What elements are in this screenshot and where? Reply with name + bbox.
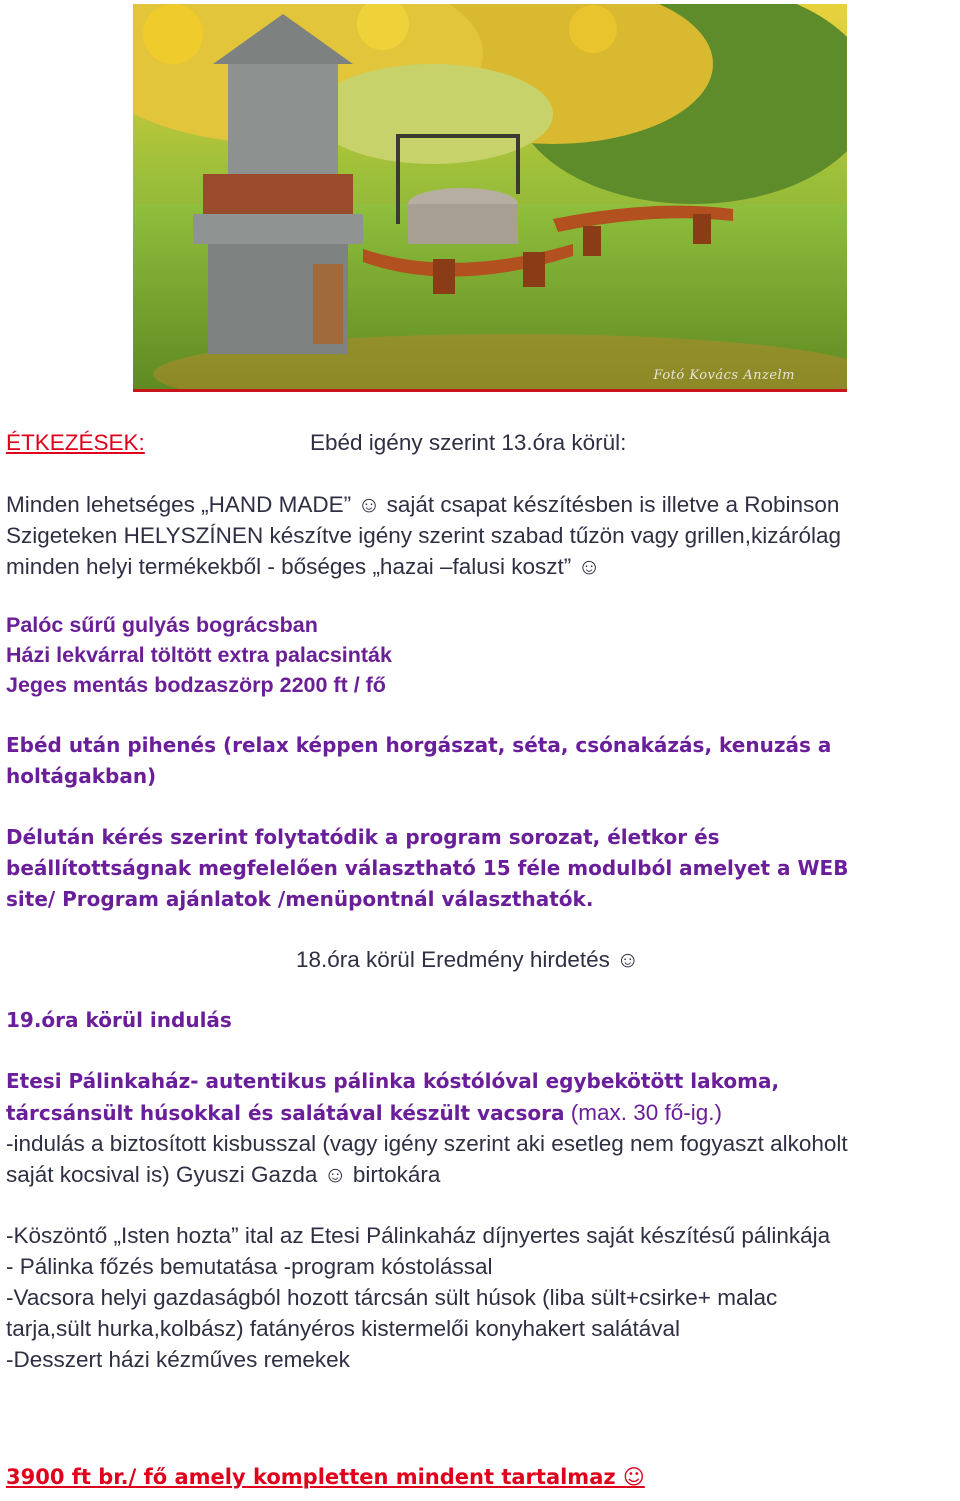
program-item: -Vacsora helyi gazdaságból hozott tárcsán sült húsok (liba sült+csirke+ malac xyxy=(6,1285,778,1310)
price-line: 3900 ft br./ fő amely kompletten mindent tartalmaz ☺ xyxy=(6,1465,645,1489)
program-item: - Pálinka főzés bemutatása -program kóstolással xyxy=(6,1254,493,1279)
dinner-title: Etesi Pálinkaház- autentikus pálinka kóstólóval egybekötött lakoma, xyxy=(6,1069,780,1093)
program-item: tarja,sült hurka,kolbász) fatányéros kistermelői konyhakert salátával xyxy=(6,1316,681,1341)
program-item: -Desszert házi kézműves remekek xyxy=(6,1347,350,1372)
menu-item: Palóc sűrű gulyás bográcsban xyxy=(6,613,318,637)
afternoon-text: site/ Program ajánlatok /menüpontnál választhatók. xyxy=(6,887,594,911)
lunch-time: Ebéd igény szerint 13.óra körül: xyxy=(310,430,627,455)
intro-line: Minden lehetséges „HAND MADE” ☺ saját csapat készítésben is illetve a Robinson xyxy=(6,492,840,517)
transport-text: -indulás a biztosított kisbusszal (vagy igény szerint aki esetleg nem fogyaszt alkoholt xyxy=(6,1131,848,1156)
dinner-capacity: (max. 30 fő-ig.) xyxy=(564,1100,722,1125)
after-lunch-text: holtágakban) xyxy=(6,764,157,788)
meals-heading: ÉTKEZÉSEK: xyxy=(6,430,145,455)
program-item: -Köszöntő „Isten hozta” ital az Etesi Pálinkaház díjnyertes saját készítésű pálinkája xyxy=(6,1223,831,1248)
afternoon-text: beállítottságnak megfelelően választható 15 féle modulból amelyet a WEB xyxy=(6,856,849,880)
menu-item: Házi lekvárral töltött extra palacsinták xyxy=(6,643,392,667)
after-lunch-text: Ebéd után pihenés (relax képpen horgászat, séta, csónakázás, kenuzás a xyxy=(6,733,832,757)
departure-time: 19.óra körül indulás xyxy=(6,1008,232,1032)
garden-grill-illustration xyxy=(133,4,847,389)
results-announcement: 18.óra körül Eredmény hirdetés ☺ xyxy=(296,947,640,972)
dinner-title: tárcsánsült húsokkal és salátával készült vacsora xyxy=(6,1101,565,1125)
intro-line: Szigeteken HELYSZÍNEN készítve igény szerint szabad tűzön vagy grillen,kizárólag xyxy=(6,523,841,548)
photo-credit: Fotó Kovács Anzelm xyxy=(653,368,795,383)
intro-line: minden helyi termékekből - bőséges „hazai –falusi koszt” ☺ xyxy=(6,554,601,579)
transport-text: saját kocsival is) Gyuszi Gazda ☺ birtokára xyxy=(6,1162,441,1187)
header-photo xyxy=(133,4,847,392)
menu-item: Jeges mentás bodzaszörp 2200 ft / fő xyxy=(6,673,386,697)
afternoon-text: Délután kérés szerint folytatódik a program sorozat, életkor és xyxy=(6,825,720,849)
dinner-title-row xyxy=(6,1097,722,1129)
